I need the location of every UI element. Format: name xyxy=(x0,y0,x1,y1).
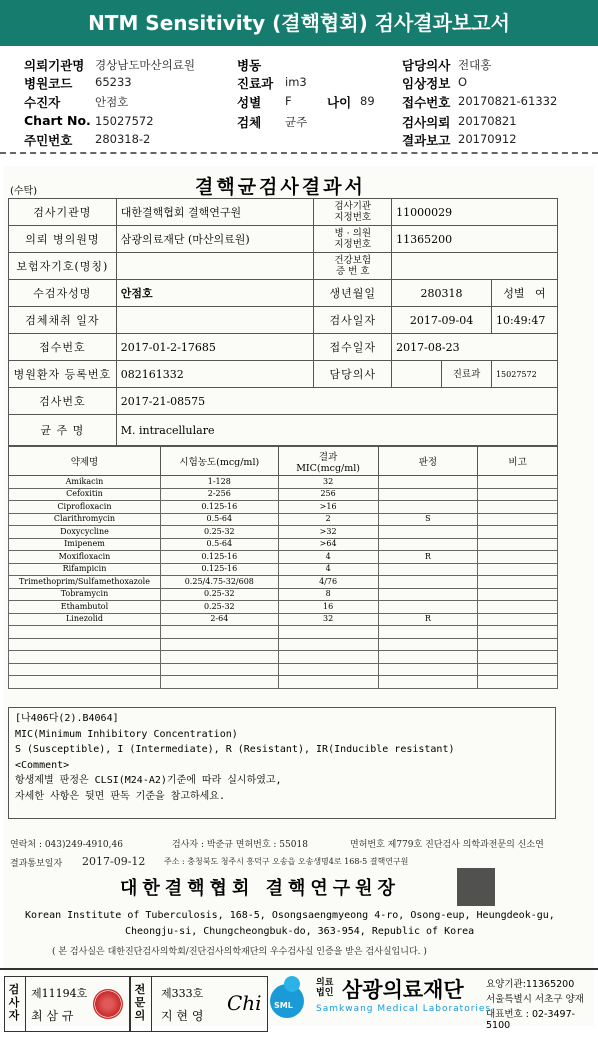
cell-label: 담당의사 xyxy=(314,361,392,388)
drug-cell xyxy=(478,601,558,614)
drug-row xyxy=(9,588,558,601)
cell-label: 검사기관명 xyxy=(9,199,117,226)
drug-cell: 4 xyxy=(278,563,378,576)
label-receipt: 접수번호 xyxy=(402,95,451,110)
drug-cell xyxy=(378,588,478,601)
drug-cell xyxy=(378,538,478,551)
drug-row xyxy=(9,501,558,514)
drug-cell: Clarithromycin xyxy=(9,513,161,526)
drug-cell: 0.5-64 xyxy=(160,513,278,526)
value-receipt: 20170821-61332 xyxy=(458,94,558,108)
drug-cell: 1-128 xyxy=(160,476,278,489)
cell-label: 병원환자 등록번호 xyxy=(9,361,117,388)
drug-cell: Amikacin xyxy=(9,476,161,489)
cell-value xyxy=(116,307,314,334)
drug-table-header: 시험농도(mcg/ml) xyxy=(160,447,278,476)
official-stamp xyxy=(457,868,495,906)
comment-line: 자세한 사항은 뒷면 판독 기준을 참고하세요. xyxy=(15,790,226,802)
drug-cell: 0.5-64 xyxy=(160,538,278,551)
label-chart: Chart No. xyxy=(24,113,91,128)
drug-row xyxy=(9,476,558,489)
sex-cell xyxy=(491,280,557,307)
address-en-1: Korean Institute of Tuberculosis, 168-5, Osongsaengmyeong 4-ro, Osong-eup, Heungdeok-gu, xyxy=(25,910,555,921)
empty-row xyxy=(9,651,558,664)
drug-table-header: 약제명 xyxy=(9,447,161,476)
value-doctor: 전대홍 xyxy=(458,58,492,72)
drug-row xyxy=(9,551,558,564)
label-doctor: 담당의사 xyxy=(402,58,451,73)
drug-cell xyxy=(478,613,558,626)
drug-cell: 0.25-32 xyxy=(160,601,278,614)
bottom-strip xyxy=(0,968,598,1040)
drug-cell: 2-64 xyxy=(160,613,278,626)
cell-value: 082161332 xyxy=(116,361,314,388)
drug-row xyxy=(9,613,558,626)
org-name: 대한결핵협회 결핵연구원장 xyxy=(120,878,400,899)
drug-cell xyxy=(478,526,558,539)
cell-label: 병 · 의원 지정번호 xyxy=(314,226,392,253)
cell-label: 생년월일 xyxy=(314,280,392,307)
drug-row xyxy=(9,563,558,576)
drug-cell: >32 xyxy=(278,526,378,539)
drug-cell xyxy=(478,576,558,589)
label-hospital-code: 병원코드 xyxy=(24,76,73,91)
comment-line: <Comment> xyxy=(15,759,70,771)
drug-cell: Cefoxitin xyxy=(9,488,161,501)
drug-cell: 4/76 xyxy=(278,576,378,589)
drug-cell: 0.25-32 xyxy=(160,588,278,601)
label-request: 검사의뢰 xyxy=(402,115,451,130)
examiner-name: 최 삼 규 xyxy=(31,1009,74,1023)
brand-name: 삼광의료재단 xyxy=(342,978,464,1002)
drug-cell xyxy=(478,538,558,551)
brand-en: Samkwang Medical Laboratories xyxy=(316,1004,492,1014)
value-specimen: 균주 xyxy=(285,115,308,129)
form-title: 결핵균검사결과서 xyxy=(195,176,366,198)
value-dept: im3 xyxy=(285,75,307,89)
label-dept: 진료과 xyxy=(237,76,274,91)
drug-cell: R xyxy=(378,613,478,626)
drug-row xyxy=(9,513,558,526)
drug-cell: >16 xyxy=(278,501,378,514)
value-patient: 안점호 xyxy=(95,95,129,109)
form-header-table xyxy=(8,198,558,446)
certification-notice: ( 본 검사실은 대한진단검사의학회/진단검사의학재단의 우수검사실 인증을 받은 검사실입니다. ) xyxy=(52,947,427,957)
drug-cell xyxy=(378,501,478,514)
drug-cell: Linezolid xyxy=(9,613,161,626)
label-patient: 수진자 xyxy=(24,95,61,110)
drug-cell: Imipenem xyxy=(9,538,161,551)
drug-cell: R xyxy=(378,551,478,564)
label-ward: 병동 xyxy=(237,58,262,73)
empty-row xyxy=(9,676,558,689)
drug-cell: Ethambutol xyxy=(9,601,161,614)
label-age: 나이 xyxy=(327,95,352,110)
cell-value xyxy=(116,253,314,280)
cell-value: 대한결핵협회 결핵연구원 xyxy=(116,199,314,226)
form-corner-label: (수탁) xyxy=(10,186,38,197)
drug-cell: 0.125-16 xyxy=(160,563,278,576)
contact: 연락처 : 043)249-4910,46 xyxy=(10,840,123,850)
drug-cell xyxy=(478,476,558,489)
contact-3: 대표번호 : 02-3497-5100 xyxy=(486,1009,576,1031)
value-clinical: O xyxy=(458,75,468,89)
drug-cell: 2 xyxy=(278,513,378,526)
drug-cell xyxy=(378,488,478,501)
drug-cell: 0.125-16 xyxy=(160,501,278,514)
contact-2: 서울특별시 서초구 양재 xyxy=(486,994,584,1005)
cell-value xyxy=(392,361,442,388)
cell-value: M. intracellulare xyxy=(116,415,557,446)
drug-cell: Rifampicin xyxy=(9,563,161,576)
divider xyxy=(0,152,598,154)
cell-label: 건강보험 증 번 호 xyxy=(314,253,392,280)
drug-cell: 0.25-32 xyxy=(160,526,278,539)
comment-line: S (Susceptible), I (Intermediate), R (Resistant), IR(Inducible resistant) xyxy=(15,744,455,755)
label-result: 결과보고 xyxy=(402,133,451,148)
cell-value: 15027572 xyxy=(491,361,557,388)
examiner: 검사자 : 박준규 면허번호 : 55018 xyxy=(172,840,308,850)
empty-row xyxy=(9,626,558,639)
value-request: 20170821 xyxy=(458,114,517,128)
cell-value: 삼광의료재단 (마산의료원) xyxy=(116,226,314,253)
drug-cell xyxy=(478,501,558,514)
label-clinical: 임상정보 xyxy=(402,76,451,91)
drug-cell xyxy=(378,563,478,576)
drug-row xyxy=(9,576,558,589)
specialist-name: 지 현 영 xyxy=(161,1009,204,1023)
drug-table-header: 판정 xyxy=(378,447,478,476)
drug-table-header: 결과 MIC(mcg/ml) xyxy=(278,447,378,476)
drug-cell xyxy=(378,526,478,539)
report-title: NTM Sensitivity (결핵협회) 검사결과보고서 xyxy=(0,0,598,46)
cell-label: 의뢰 병의원명 xyxy=(9,226,117,253)
examiner-license: 제11194호 xyxy=(31,987,88,1000)
drug-row xyxy=(9,488,558,501)
comment-line: MIC(Minimum Inhibitory Concentration) xyxy=(15,728,238,740)
drug-cell: Ciprofloxacin xyxy=(9,501,161,514)
specialist-box xyxy=(130,976,268,1032)
drug-cell: 0.125-16 xyxy=(160,551,278,564)
drug-cell: 16 xyxy=(278,601,378,614)
cell-value: 여 xyxy=(535,287,546,300)
drug-cell xyxy=(378,601,478,614)
drug-cell: 32 xyxy=(278,476,378,489)
comment-box xyxy=(8,707,556,819)
specialist-license: 제333호 xyxy=(161,987,204,1000)
drug-cell: Tobramycin xyxy=(9,588,161,601)
drug-cell xyxy=(478,563,558,576)
drug-cell xyxy=(378,476,478,489)
cell-value: 280318 xyxy=(392,280,492,307)
cell-label: 균 주 명 xyxy=(9,415,117,446)
empty-row xyxy=(9,663,558,676)
cell-label: 진료과 xyxy=(442,361,492,388)
cell-value xyxy=(392,253,558,280)
cell-value: 안점호 xyxy=(116,280,314,307)
drug-cell: 256 xyxy=(278,488,378,501)
value-hospital-code: 65233 xyxy=(95,75,132,89)
drug-cell xyxy=(378,576,478,589)
brand-prefix: 의료 법인 xyxy=(316,978,334,998)
drug-cell xyxy=(478,513,558,526)
cell-value: 2017-21-08575 xyxy=(116,388,557,415)
cell-label: 검사일자 xyxy=(314,307,392,334)
cell-label: 검사번호 xyxy=(9,388,117,415)
examiner-box xyxy=(4,976,130,1032)
cell-label: 검체채취 일자 xyxy=(9,307,117,334)
drug-cell: Doxycycline xyxy=(9,526,161,539)
value-chart: 15027572 xyxy=(95,114,154,128)
cell-label: 수검자성명 xyxy=(9,280,117,307)
report-date: 2017-09-12 xyxy=(82,855,146,868)
cell-value: 2017-01-2-17685 xyxy=(116,334,314,361)
cell-label: 성별 xyxy=(503,287,525,300)
drug-table xyxy=(8,446,558,689)
drug-cell: >64 xyxy=(278,538,378,551)
patient-info xyxy=(0,50,598,150)
drug-cell xyxy=(478,488,558,501)
label-resident: 주민번호 xyxy=(24,133,73,148)
drug-cell: 2-256 xyxy=(160,488,278,501)
empty-row xyxy=(9,638,558,651)
comment-line: [나406다(2).B4064] xyxy=(15,713,119,724)
value-resident: 280318-2 xyxy=(95,132,151,146)
value-hospital: 경상남도마산의료원 xyxy=(95,58,195,72)
report-date-label: 결과통보일자 xyxy=(10,859,63,869)
drug-cell: Trimethoprim/Sulfamethoxazole xyxy=(9,576,161,589)
address-en-2: Cheongju-si, Chungcheongbuk-do, 363-954, Republic of Korea xyxy=(125,926,475,937)
examiner-vertical-label: 검사자 xyxy=(8,983,20,1022)
drug-cell: Moxifloxacin xyxy=(9,551,161,564)
cell-label: 검사기관 지정번호 xyxy=(314,199,392,226)
drug-cell: 32 xyxy=(278,613,378,626)
label-specimen: 검체 xyxy=(237,115,262,130)
contact-1: 요양기관:11365200 xyxy=(486,979,575,990)
specialist-vertical-label: 전문의 xyxy=(134,983,146,1022)
drug-row xyxy=(9,538,558,551)
drug-cell: 8 xyxy=(278,588,378,601)
value-age: 89 xyxy=(360,94,375,108)
cell-value: 2017-08-23 xyxy=(392,334,558,361)
license-text: 면허번호 제779호 진단검사 의학과전문의 신소연 xyxy=(350,840,544,850)
drug-row xyxy=(9,526,558,539)
cell-value: 2017-09-04 xyxy=(392,307,492,334)
cell-value: 10:49:47 xyxy=(491,307,557,334)
address-kr: 주소 : 충청북도 청주시 흥덕구 오송읍 오송생명4로 168-5 결핵연구원 xyxy=(164,857,409,866)
sml-logo-text: SML xyxy=(274,1001,293,1010)
drug-cell: 4 xyxy=(278,551,378,564)
value-result: 20170912 xyxy=(458,132,517,146)
value-sex: F xyxy=(285,94,292,108)
drug-table-header: 비고 xyxy=(478,447,558,476)
drug-cell: 0.25/4.75-32/608 xyxy=(160,576,278,589)
signature: Chi xyxy=(227,991,262,1015)
cell-value: 11365200 xyxy=(392,226,558,253)
cell-label: 접수번호 xyxy=(9,334,117,361)
drug-cell xyxy=(478,588,558,601)
cell-value: 11000029 xyxy=(392,199,558,226)
drug-cell: S xyxy=(378,513,478,526)
comment-line: 항생제별 판정은 CLSI(M24-A2)기준에 따라 실시하였고, xyxy=(15,775,282,786)
drug-row xyxy=(9,601,558,614)
label-hospital: 의뢰기관명 xyxy=(24,58,85,73)
sml-logo xyxy=(270,976,312,1030)
cell-label: 접수일자 xyxy=(314,334,392,361)
label-sex: 성별 xyxy=(237,95,262,110)
drug-cell xyxy=(478,551,558,564)
cell-label: 보험자기호(명칭) xyxy=(9,253,117,280)
red-seal xyxy=(93,989,123,1019)
